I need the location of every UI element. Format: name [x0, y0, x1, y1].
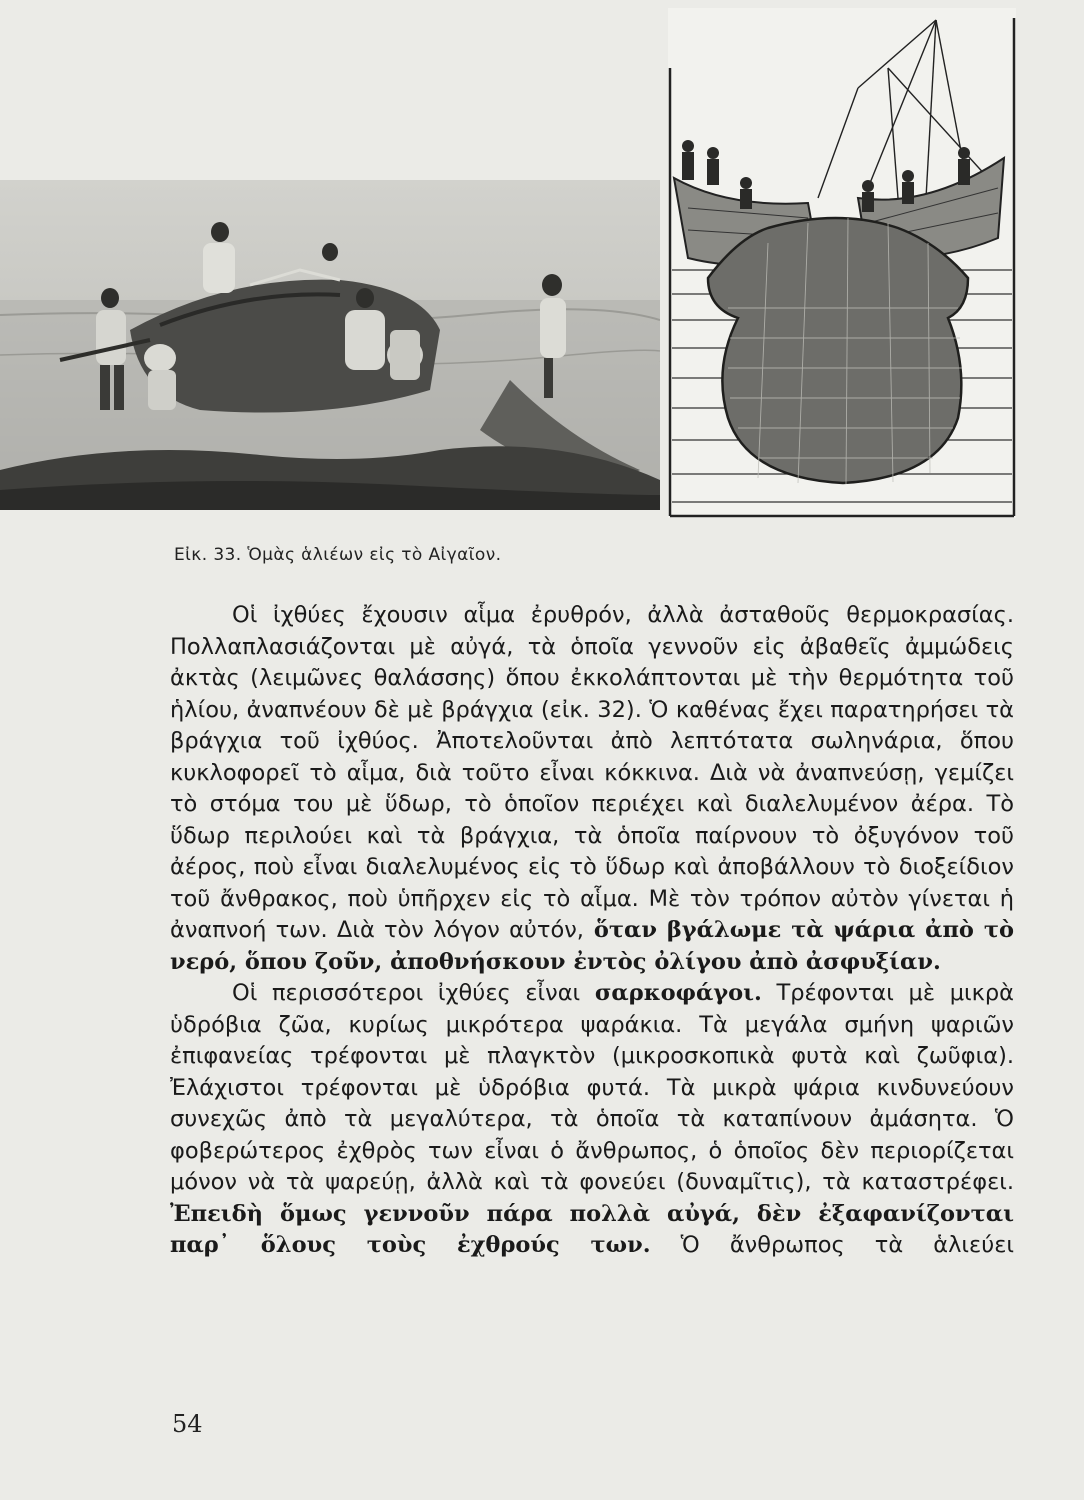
page-number: 54	[172, 1410, 203, 1438]
paragraph-feeding-text-1: Οἱ περισσότεροι ἰχθύες εἶναι	[232, 980, 595, 1006]
fishermen-photo-icon	[0, 180, 660, 510]
paragraph-feeding	[170, 978, 1014, 1262]
body-text	[170, 600, 1014, 1262]
paragraph-respiration-bold: ὅταν βγάλωμε τὰ ψάρια ἀπὸ τὸ νερό, ὅπου ζοῦν, ἀποθνήσκουν ἐντὸς ὀλίγου ἀπὸ ἀσφυξίαν.	[170, 917, 1014, 975]
boat-net-illustration-icon	[668, 8, 1016, 518]
paragraph-respiration	[170, 600, 1014, 978]
fishermen-photo	[0, 180, 660, 510]
paragraph-respiration-text: Οἱ ἰχθύες ἔχουσιν αἷμα ἐρυθρόν, ἀλλὰ ἀσταθοῦς θερμοκρασίας. Πολλαπλασιάζονται μὲ αὐγά, τὰ ὁποῖα γεννοῦν εἰς ἀβαθεῖς ἀμμώδεις ἀκτὰς (λειμῶνες θαλάσσης) ὅπου ἐκκολάπτονται μὲ τὴν θερμότητα τοῦ ἡλίου, ἀναπνέουν δὲ μὲ βράγχια (εἰκ. 32). Ὁ καθένας ἔχει παρατηρήσει τὰ βράγχια τοῦ ἰχθύος. Ἀποτελοῦνται ἀπὸ λεπτότατα σωληνάρια, ὅπου κυκλοφορεῖ τὸ αἷμα, διὰ τοῦτο εἶναι κόκκινα. Διὰ νὰ ἀναπνεύσῃ, γεμίζει τὸ στόμα του μὲ ὕδωρ, τὸ ὁποῖον περιέχει καὶ διαλελυμένον ἀέρα. Τὸ ὕδωρ περιλούει καὶ τὰ βράγχια, τὰ ὁποῖα παίρνουν τὸ ὀξυγόνον τοῦ ἀέρος, ποὺ εἶναι διαλελυμένος εἰς τὸ ὕδωρ καὶ ἀποβάλλουν τὸ διοξείδιον τοῦ ἄνθρακος, ποὺ ὑπῆρχεν εἰς τὸ αἷμα. Μὲ τὸν τρόπον αὐτὸν γίνεται ἡ ἀναπνοή των. Διὰ τὸν λόγον αὐτόν,	[170, 602, 1014, 943]
figure-caption: Εἰκ. 33. Ὁμὰς ἁλιέων εἰς τὸ Αἰγαῖον.	[174, 545, 502, 565]
paragraph-feeding-bold-1: σαρκοφάγοι.	[594, 980, 762, 1006]
paragraph-feeding-text-3: Ὁ ἄνθρωπος τὰ ἁλιεύει	[650, 1232, 1014, 1258]
paragraph-feeding-bold-2: Ἐπειδὴ ὅμως γεννοῦν πάρα πολλὰ αὐγά, δὲν ἐξαφανίζονται παρ᾽ ὅλους τοὺς ἐχθρούς των.	[170, 1200, 1014, 1258]
boat-net-illustration	[668, 8, 1016, 518]
paragraph-feeding-text-2: Τρέφονται μὲ μικρὰ ὑδρόβια ζῶα, κυρίως μικρότερα ψαράκια. Τὰ μεγάλα σμήνη ψαριῶν ἐπιφανείας τρέφονται μὲ πλαγκτὸν (μικροσκοπικὰ φυτὰ καὶ ζωῦφια). Ἐλάχιστοι τρέφονται μὲ ὑδρόβια φυτά. Τὰ μικρὰ ψάρια κινδυνεύουν συνεχῶς ἀπὸ τὰ μεγαλύτερα, τὰ ὁποῖα τὰ καταπίνουν ἀμάσητα. Ὁ φοβερώτερος ἐχθρὸς των εἶναι ὁ ἄνθρωπος, ὁ ὁποῖος δὲν περιορίζεται μόνον νὰ τὰ ψαρεύῃ, ἀλλὰ καὶ τὰ φονεύει (δυναμῖτις), τὰ καταστρέφει.	[170, 980, 1015, 1195]
